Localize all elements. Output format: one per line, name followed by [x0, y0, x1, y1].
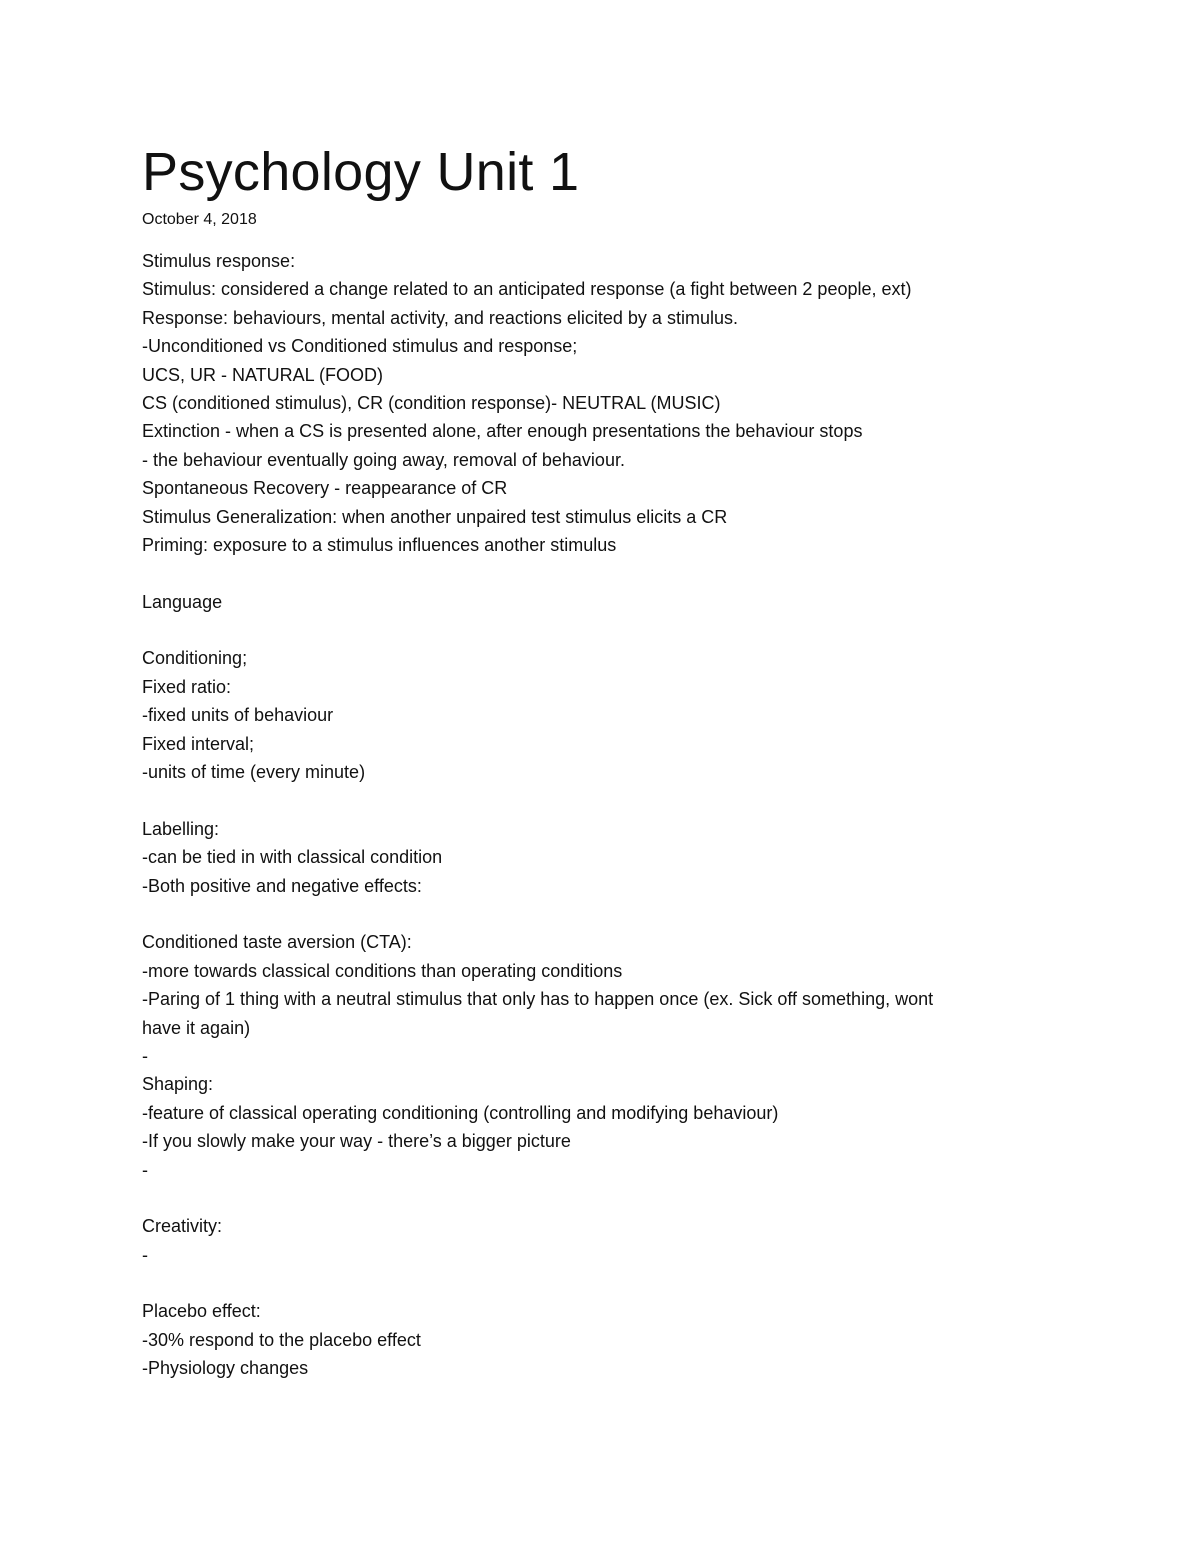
text-line: -Physiology changes — [142, 1358, 309, 1379]
text-line: Placebo effect: — [142, 1301, 261, 1322]
blank-line — [142, 900, 1042, 928]
text-line: Stimulus Generalization: when another unpaired test stimulus elicits a CR — [142, 506, 728, 527]
text-line: - — [142, 1045, 148, 1066]
blank-line — [142, 786, 1042, 814]
text-line: -fixed units of behaviour — [142, 705, 334, 726]
text-line: - — [142, 1159, 148, 1180]
text-line: Conditioning; — [142, 648, 248, 669]
text-line: -feature of classical operating conditioning (controlling and modifying behaviour) — [142, 1102, 779, 1123]
document-body — [142, 247, 1042, 1383]
text-line: -Unconditioned vs Conditioned stimulus and response; — [142, 336, 578, 357]
blank-line — [142, 1269, 1042, 1297]
text-line: -can be tied in with classical condition — [142, 847, 443, 868]
text-line: Response: behaviours, mental activity, and reactions elicited by a stimulus. — [142, 307, 738, 328]
text-line: Conditioned taste aversion (CTA): — [142, 932, 412, 953]
text-line: CS (conditioned stimulus), CR (condition response)- NEUTRAL (MUSIC) — [142, 392, 721, 413]
text-line: -Both positive and negative effects: — [142, 875, 422, 896]
text-line: -more towards classical conditions than operating conditions — [142, 960, 623, 981]
text-line: Stimulus response: — [142, 251, 296, 271]
document-date: October 4, 2018 — [142, 211, 257, 228]
blank-line — [142, 559, 1042, 587]
text-line: Fixed ratio: — [142, 676, 232, 697]
text-line: Spontaneous Recovery - reappearance of CR — [142, 478, 508, 499]
text-line: - — [142, 1244, 148, 1265]
text-line: Creativity: — [142, 1216, 223, 1237]
text-line: -30% respond to the placebo effect — [142, 1329, 421, 1350]
text-line: -Paring of 1 thing with a neutral stimulus that only has to happen once (ex. Sick off something, wont — [142, 989, 934, 1010]
text-line: Shaping: — [142, 1074, 214, 1095]
text-line: -If you slowly make your way - there’s a bigger picture — [142, 1131, 571, 1152]
document-title: Psychology Unit 1 — [142, 142, 580, 202]
text-line: Priming: exposure to a stimulus influences another stimulus — [142, 534, 617, 555]
text-line: Stimulus: considered a change related to an anticipated response (a fight between 2 people, ext) — [142, 279, 912, 300]
text-line: UCS, UR - NATURAL (FOOD) — [142, 364, 383, 385]
text-line: Labelling: — [142, 818, 220, 839]
text-line: - the behaviour eventually going away, removal of behaviour. — [142, 449, 625, 470]
text-line: have it again) — [142, 1017, 251, 1038]
blank-line — [142, 1184, 1042, 1212]
text-line: Language — [142, 591, 223, 612]
text-line: Fixed interval; — [142, 733, 255, 754]
document-page — [142, 134, 1042, 1383]
text-line: Extinction - when a CS is presented alone, after enough presentations the behaviour stops — [142, 421, 863, 442]
text-line: -units of time (every minute) — [142, 762, 366, 783]
blank-line — [142, 616, 1042, 644]
